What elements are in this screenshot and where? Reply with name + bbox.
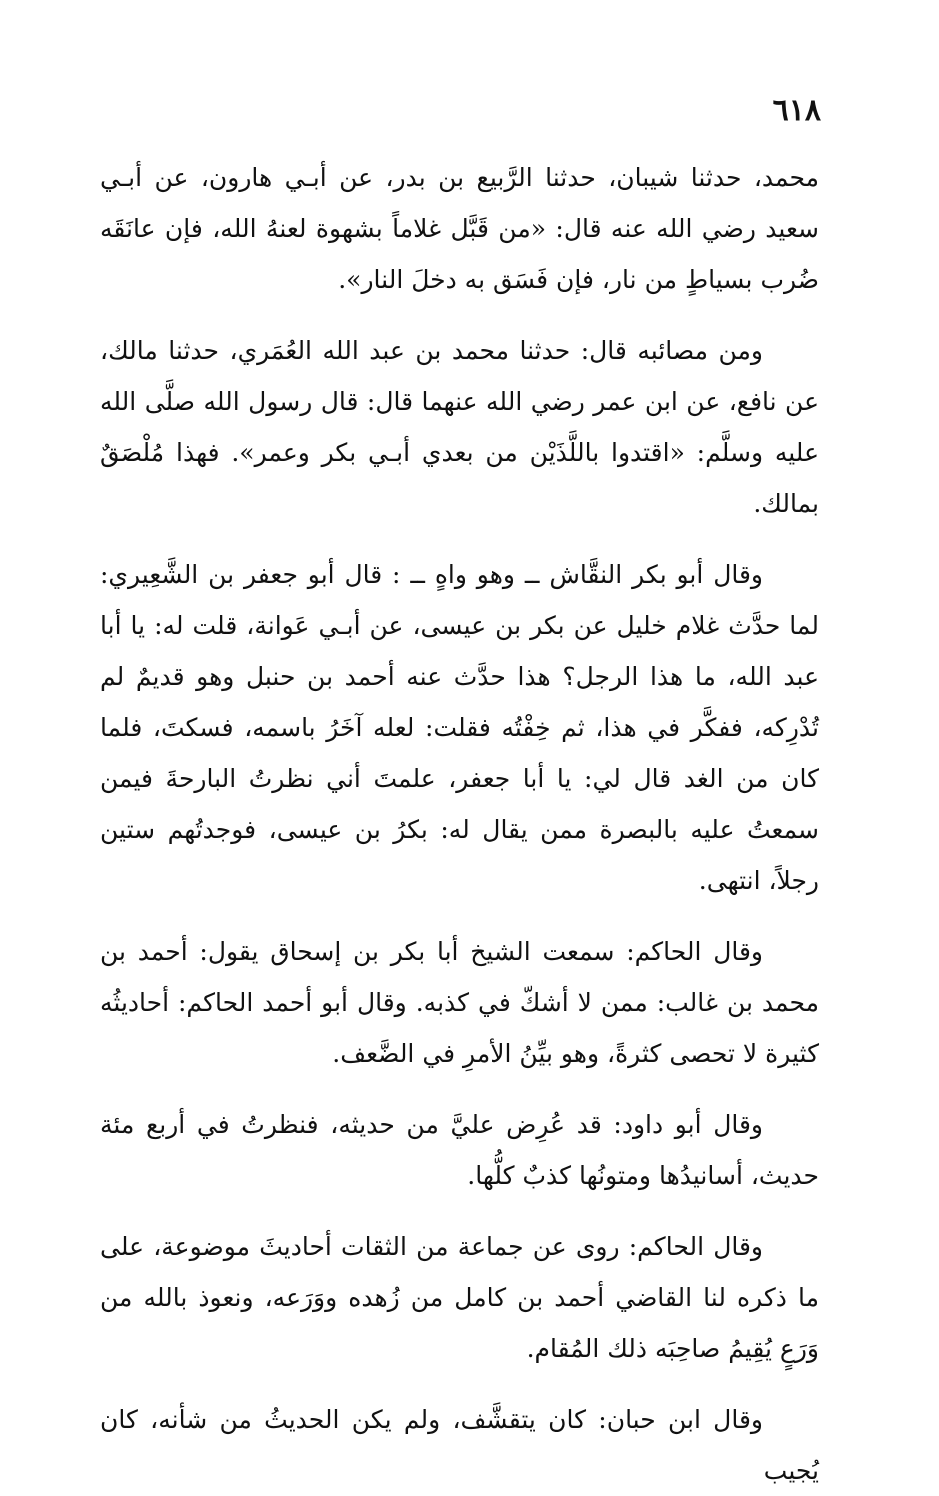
paragraph: محمد، حدثنا شيبان، حدثنا الرَّبيع بن بدر، عن أبـي هارون، عن أبـي سعيد رضي الله عنه قال: «من قَبَّل غلاماً بشهوة لعنهُ الله، فإن عانَقَه ضُرب بسياطٍ من نار، فإن فَسَق به دخلَ النار».	[100, 163, 819, 294]
paragraph: وقال الحاكم: سمعت الشيخ أبا بكر بن إسحاق يقول: أحمد بن محمد بن غالب: ممن لا أشكّ في كذبه. وقال أبو أحمد الحاكم: أحاديثُه كثيرة لا تحصى كثرةً، وهو بيِّنُ الأمرِ في الضَّعف.	[100, 937, 819, 1068]
page-number: ٦١٨	[772, 93, 821, 128]
page-body	[100, 152, 819, 1496]
paragraph: ومن مصائبه قال: حدثنا محمد بن عبد الله العُمَري، حدثنا مالك، عن نافع، عن ابن عمر رضي الله عنهما قال: قال رسول الله صلَّى الله عليه وسلَّم: «اقتدوا باللَّذَيْن من بعدي أبـي بكر وعمر». فهذا مُلْصَقٌ بمالك.	[100, 336, 819, 518]
paragraph: وقال أبو بكر النقَّاش ــ وهو واهٍ ــ : قال أبو جعفر بن الشَّعِيري: لما حدَّث غلام خليل عن بكر بن عيسى، عن أبـي عَوانة، قلت له: يا أبا عبد الله، ما هذا الرجل؟ هذا حدَّث عنه أحمد بن حنبل وهو قديمٌ لم تُدْرِكه، ففكَّر في هذا، ثم خِفْتُه فقلت: لعله آخَرُ باسمه، فسكتَ، فلما كان من الغد قال لي: يا أبا جعفر، علمتَ أني نظرتُ البارحةَ فيمن سمعتُ عليه بالبصرة ممن يقال له: بكرُ بن عيسى، فوجدتُهم ستين رجلاً، انتهى.	[100, 560, 819, 895]
paragraph: وقال ابن حبان: كان يتقشَّف، ولم يكن الحديثُ من شأنه، كان يُجيب	[100, 1405, 819, 1485]
paragraph: وقال أبو داود: قد عُرِض عليَّ من حديثه، فنظرتُ في أربع مئة حديث، أسانيدُها ومتونُها كذبٌ كلُّها.	[100, 1110, 819, 1190]
paragraph: وقال الحاكم: روى عن جماعة من الثقات أحاديثَ موضوعة، على ما ذكره لنا القاضي أحمد بن كامل من زُهده ووَرَعه، ونعوذ بالله من وَرَعٍ يُقِيمُ صاحِبَه ذلك المُقام.	[100, 1232, 819, 1363]
